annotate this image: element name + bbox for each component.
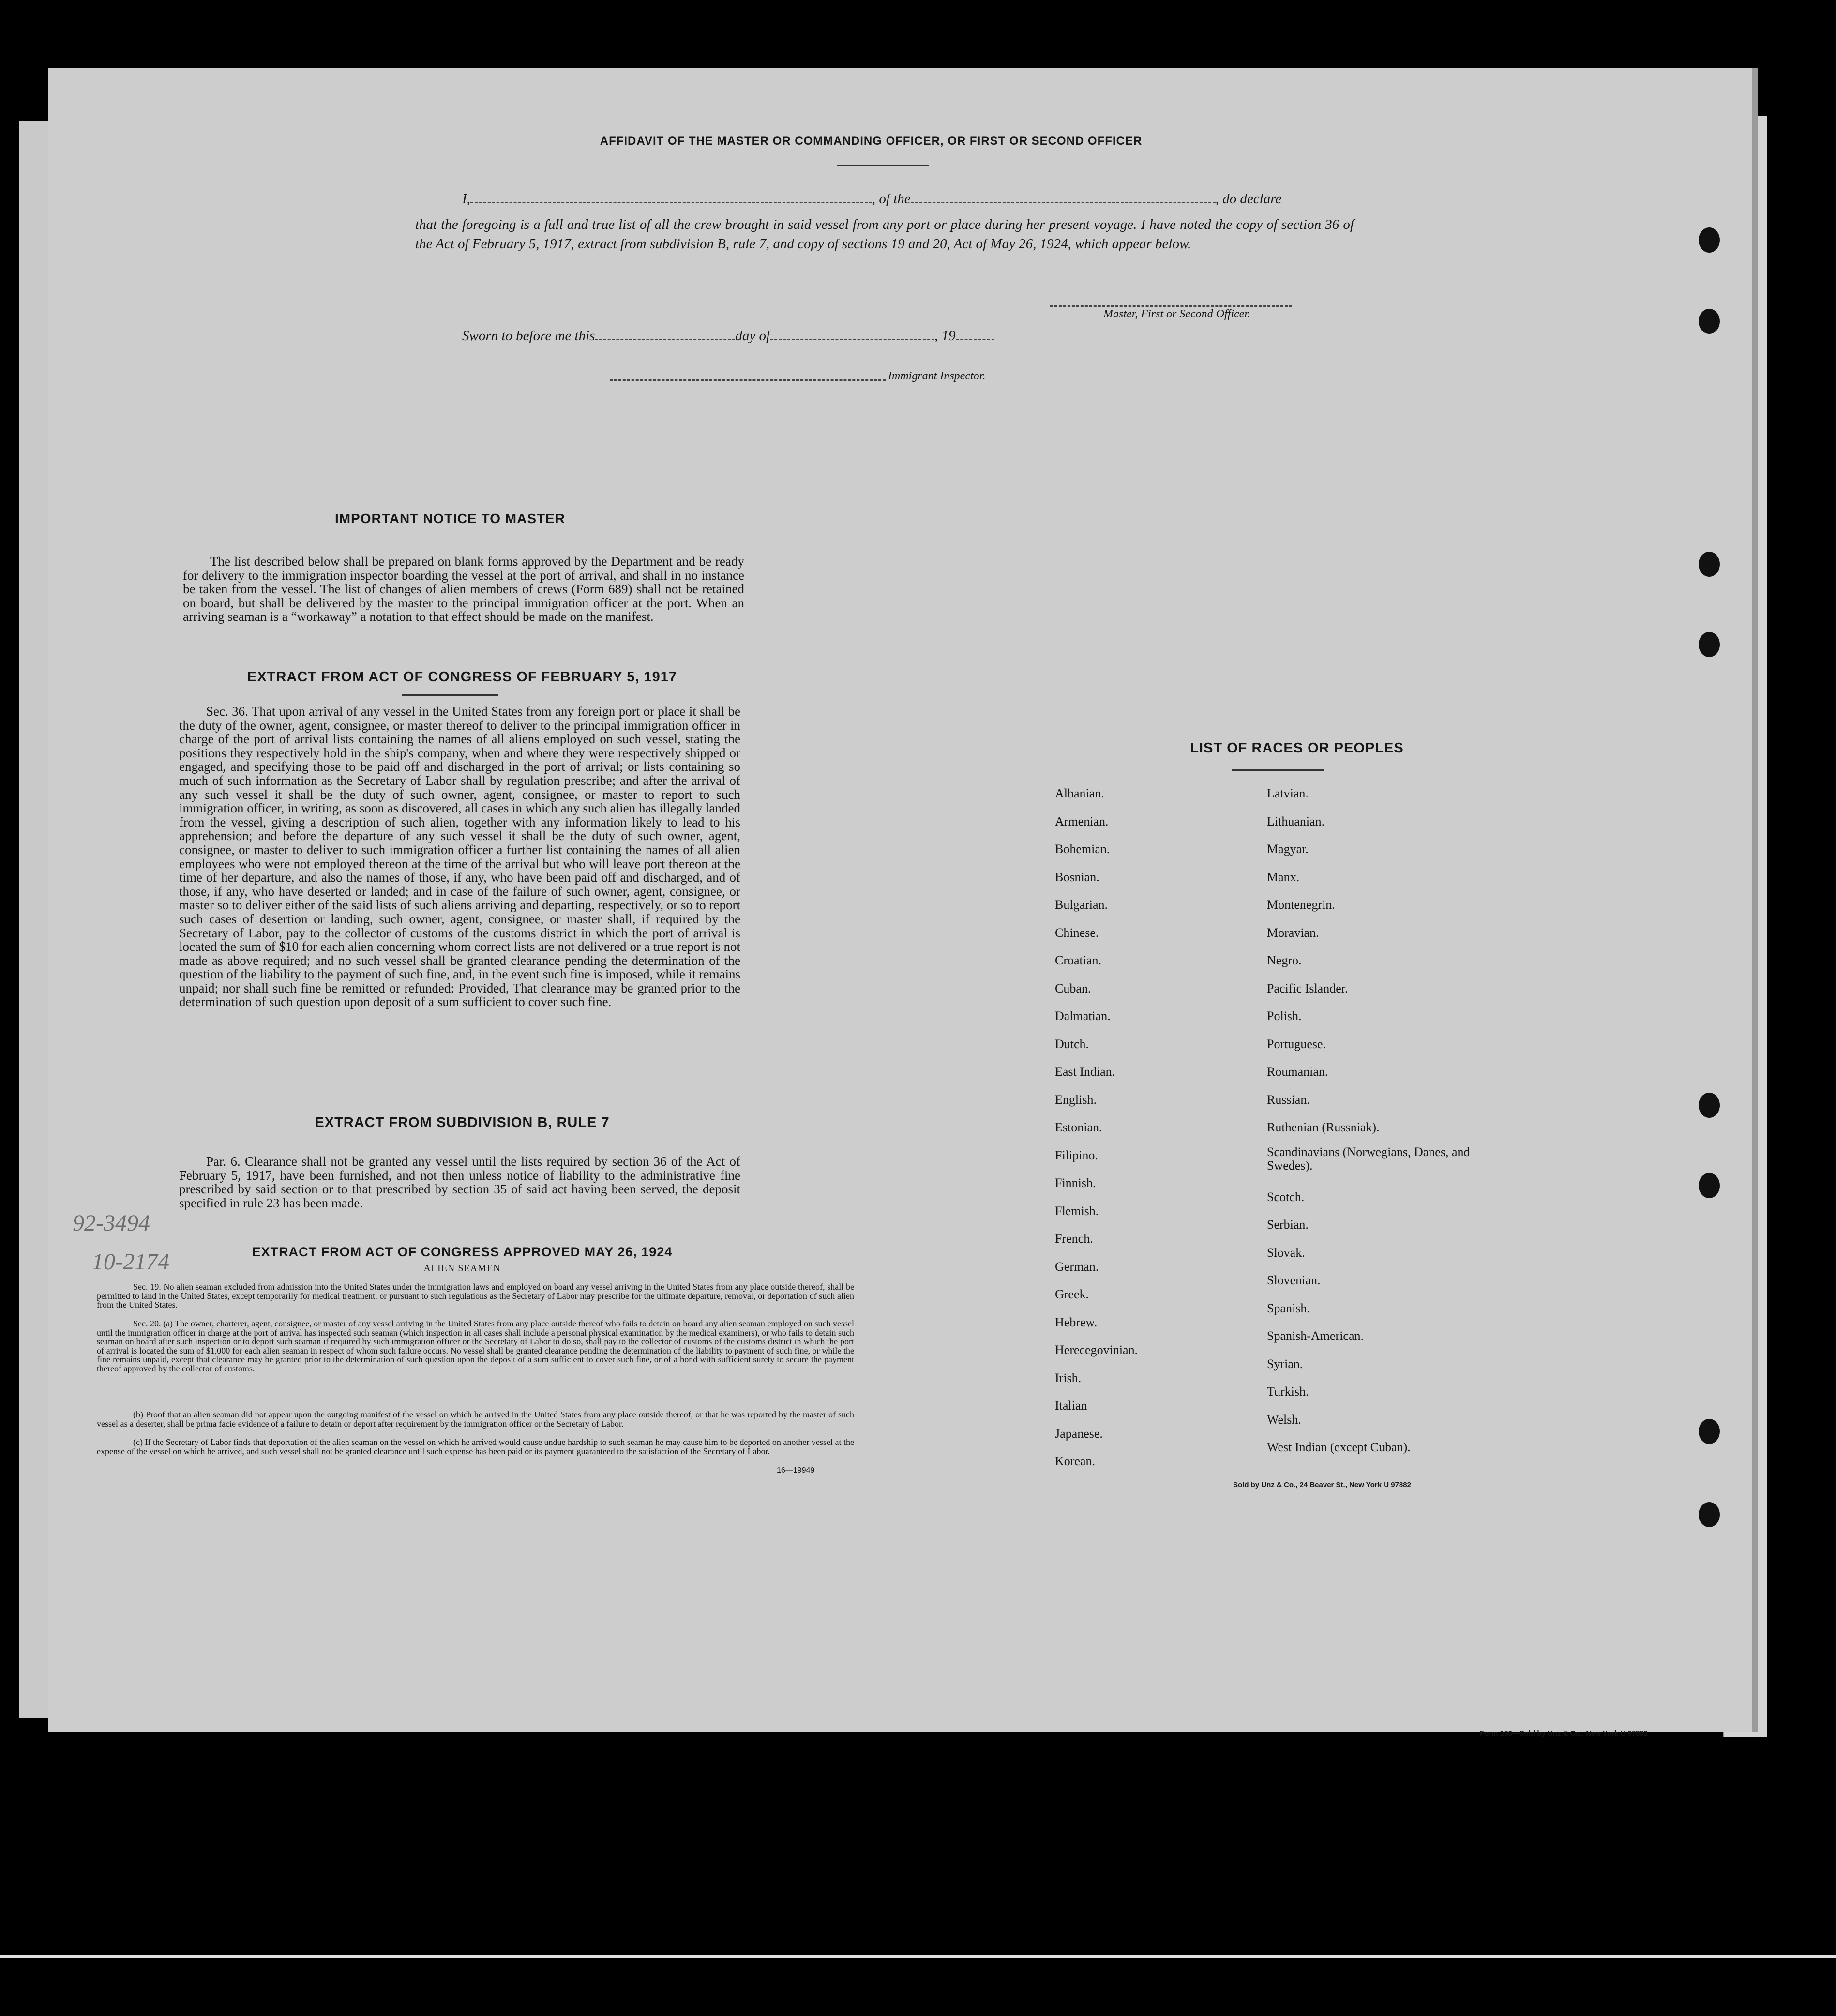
race-item: East Indian.: [1055, 1065, 1115, 1079]
race-item: Bosnian.: [1055, 870, 1099, 884]
race-item: Manx.: [1267, 870, 1300, 884]
binder-hole: [1699, 632, 1720, 657]
races-right-column: [1267, 780, 1470, 1461]
title-underline: [837, 165, 929, 166]
race-item: Scandinavians (Norwegians, Danes, and Swedes).: [1267, 1144, 1470, 1173]
year-prefix: , 19: [934, 328, 956, 344]
notice-text: The list described below shall be prepared on blank forms approved by the Department and be ready for delivery to the immigration inspector boarding the vessel at the port of arrival, and shall in no instance be taken from the vessel. The list of changes of alien members of crews (Form 689) shall not be retained on board, but shall be delivered by the master to the principal immigration officer at the port. When an arriving seaman is a “workaway” a notation to that effect should be made on the manifest.: [183, 554, 744, 624]
race-item: Welsh.: [1267, 1412, 1301, 1427]
film-edge-line: [0, 1955, 1836, 1958]
race-item: Slovenian.: [1267, 1273, 1321, 1287]
signature-label: Master, First or Second Officer.: [1103, 308, 1250, 320]
print-code: 16—19949: [777, 1466, 815, 1474]
race-item: Dalmatian.: [1055, 1009, 1111, 1023]
sec-20b-text: (b) Proof that an alien seaman did not appear upon the outgoing manifest of the vessel on which he arrived in the United States from any place outside thereof, or that he was reported by the master of such vessel as a deserter, shall be prima facie evidence of a failure to detain or deport after requirement by the immigration officer or the Secretary of Labor.: [97, 1410, 854, 1429]
races-sold-by: Sold by Unz & Co., 24 Beaver St., New York U 97882: [1233, 1481, 1411, 1489]
race-item: Flemish.: [1055, 1204, 1099, 1218]
race-item: Pacific Islander.: [1267, 981, 1348, 995]
race-item: West Indian (except Cuban).: [1267, 1440, 1411, 1454]
race-item: Slovak.: [1267, 1245, 1305, 1260]
race-item: Spanish.: [1267, 1301, 1310, 1315]
race-item: Albanian.: [1055, 786, 1104, 800]
binder-hole: [1699, 552, 1720, 577]
day-blank[interactable]: [595, 338, 735, 340]
race-item: Greek.: [1055, 1287, 1089, 1301]
race-item: Syrian.: [1267, 1356, 1303, 1371]
race-item: Italian: [1055, 1399, 1087, 1413]
race-item: Montenegrin.: [1267, 898, 1335, 912]
race-item: Magyar.: [1267, 842, 1309, 856]
race-item: Finnish.: [1055, 1176, 1096, 1190]
vessel-prefix: , of the: [872, 191, 911, 207]
race-item: Filipino.: [1055, 1148, 1098, 1162]
race-item: Cuban.: [1055, 981, 1091, 995]
binder-hole: [1699, 1093, 1720, 1118]
sec-20a-text: Sec. 20. (a) The owner, charterer, agent, consignee, or master of any vessel arriving in the United States from any place outside thereof who fails to detain on board any alien seaman employed on such vessel until the immigration officer in charge at the port of arrival has inspected such seaman (which inspection in all cases shall include a personal physical examination by the medical examiners), or who fails to detain such seaman on board after such inspection or to deport such seaman if required by such immigration officer or the Secretary of Labor to do so, shall pay to the collector of customs of the customs district in which the port of arrival is located the sum of $1,000 for each alien seaman in respect of whom such failure occurs. No vessel shall be granted clearance pending the determination of the liability to payment of such fine, or while the fine remains unpaid, except that clearance may be granted prior to the determination of such question upon the deposit of a sum sufficient to cover such fine, or of a bond with sufficient surety to secure the payment thereof approved by the collector of customs.: [97, 1319, 854, 1373]
race-item: Herecegovinian.: [1055, 1343, 1138, 1357]
race-item: German.: [1055, 1259, 1099, 1274]
race-item: Ruthenian (Russniak).: [1267, 1120, 1380, 1134]
rule7-text: Par. 6. Clearance shall not be granted any vessel until the lists required by section 36 of the Act of February 5, 1917, have been furnished, and not then unless notice of liability to the administrative fine prescribed by said section or to that prescribed by section 35 of said act having been served, the deposit specified in rule 23 has been made.: [179, 1154, 740, 1210]
race-item: Latvian.: [1267, 786, 1309, 800]
race-item: English.: [1055, 1092, 1097, 1107]
alien-seamen-subtitle: ALIEN SEAMEN: [423, 1263, 501, 1274]
race-item: Dutch.: [1055, 1037, 1089, 1051]
declare-text: , do declare: [1215, 191, 1282, 207]
races-left-column: [1055, 780, 1258, 1475]
race-item: Scotch.: [1267, 1189, 1305, 1204]
affidavit-body: that the foregoing is a full and true list of all the crew brought in said vessel from any port or place during her present voyage. I have noted the copy of section 36 of the Act of February 5, 1917, extract from subdivision B, rule 7, and copy of sections 19 and 20, Act of May 26, 1924, which appear below.: [415, 217, 1354, 252]
race-item: Spanish-American.: [1267, 1329, 1364, 1343]
sec-20c-text: (c) If the Secretary of Labor finds that deportation of the alien seaman on the vessel on which he arrived would cause undue hardship to such seaman he may cause him to be deported on another vessel at the expense of the vessel on which he arrived, and such vessel shall not be granted clearance until such expense has been paid or its payment guaranteed to the satisfaction of the Secretary of Labor.: [97, 1437, 854, 1456]
vessel-name-blank[interactable]: [911, 201, 1216, 203]
race-item: French.: [1055, 1232, 1093, 1246]
sworn-prefix: Sworn to before me this: [462, 328, 595, 344]
race-item: Turkish.: [1267, 1384, 1309, 1399]
race-item: Lithuanian.: [1267, 814, 1325, 828]
sworn-line: [462, 328, 1091, 344]
race-item: Chinese.: [1055, 925, 1099, 940]
day-of-text: day of: [735, 328, 770, 344]
race-item: Bohemian.: [1055, 842, 1110, 856]
race-item: Polish.: [1267, 1009, 1302, 1023]
declarant-name-blank[interactable]: [470, 201, 872, 203]
race-item: Bulgarian.: [1055, 898, 1108, 912]
race-item: Irish.: [1055, 1370, 1082, 1385]
race-item: Moravian.: [1267, 925, 1319, 940]
extract-1917-text: Sec. 36. That upon arrival of any vessel in the United States from any foreign port or place it shall be the duty of the owner, agent, consignee, or master thereof to deliver to the principal immigration officer in charge of the port of arrival lists containing the names of all aliens employed on such vessel, stating the positions they respectively hold in the ship's company, when and where they were respectively shipped or engaged, and specifying those to be paid off and discharged in the port of arrival; or lists containing so much of such information as the Secretary of Labor shall by regulation prescribe; and after the arrival of any such vessel it shall be the duty of such owner, agent, consignee, or master to report to such immigration officer, in writing, as soon as discovered, all cases in which any such alien has illegally landed from the vessel, giving a description of such alien, together with any information likely to lead to his apprehension; and before the departure of any such vessel it shall be the duty of such owner, agent, consignee, or master to deliver to such immigration officer a further list containing the names of all alien employees who were not employed thereon at the time of the arrival but who will leave port thereon at the time of her departure, and also the names of those, if any, who have been paid off and discharged, and of those, if any, who have deserted or landed; and in case of the failure of such owner, agent, consignee, or master so to deliver either of the said lists of such aliens arriving and departing, respectively, or so to report such cases of desertion or landing, such owner, agent, consignee, or master shall, if required by the Secretary of Labor, pay to the collector of customs of the customs district in which the port of arrival is located the sum of $10 for each alien concerning whom correct lists are not delivered or a true report is not made as above required; and no such vessel shall be granted clearance pending the determination of the question of the liability to the payment of such fine, and, in the event such fine is imposed, while it remains unpaid; nor shall such fine be remitted or refunded: Provided, That clearance may be granted prior to the determination of such question upon deposit of a sum sufficient to cover such fine.: [179, 704, 740, 1009]
month-blank[interactable]: [770, 338, 934, 340]
race-item: Estonian.: [1055, 1120, 1102, 1134]
sheet-edge-shadow: [1752, 68, 1758, 1732]
master-signature-blank[interactable]: [1050, 305, 1292, 307]
races-title: LIST OF RACES OR PEOPLES: [1190, 740, 1404, 756]
extract-1917-underline: [402, 694, 498, 696]
year-blank[interactable]: [956, 338, 994, 340]
race-item: Japanese.: [1055, 1426, 1103, 1441]
race-item: Roumanian.: [1267, 1065, 1328, 1079]
binder-hole: [1699, 1502, 1720, 1527]
rule7-title: EXTRACT FROM SUBDIVISION B, RULE 7: [315, 1115, 610, 1130]
binder-hole: [1699, 309, 1720, 334]
race-item: Armenian.: [1055, 814, 1109, 828]
race-item: Serbian.: [1267, 1218, 1309, 1232]
race-item: Korean.: [1055, 1454, 1096, 1468]
extract-1924-title: EXTRACT FROM ACT OF CONGRESS APPROVED MAY 26, 1924: [252, 1245, 673, 1259]
affidavit-line-1: [462, 191, 1357, 207]
race-item: Croatian.: [1055, 953, 1102, 967]
sec-19-text: Sec. 19. No alien seaman excluded from admission into the United States under the immigration laws and employed on board any vessel arriving in the United States from any place outside thereof, shall be permitted to land in the United States, except temporarily for medical treatment, or pursuant to such regulations as the Secretary of Labor may prescribe for the ultimate departure, removal, or deportation of such alien from the United States.: [97, 1282, 854, 1309]
declarant-prefix: I,: [462, 191, 470, 207]
binder-hole: [1699, 1419, 1720, 1444]
binder-hole: [1699, 1173, 1720, 1198]
form-footer: Form 136—Sold by Unz & Co., New York U 97882: [1480, 1730, 1648, 1738]
handwritten-note: 10-2174: [92, 1249, 169, 1275]
affidavit-title: AFFIDAVIT OF THE MASTER OR COMMANDING OFFICER, OR FIRST OR SECOND OFFICER: [600, 135, 1143, 148]
handwritten-note: 92-3494: [73, 1210, 150, 1236]
inspector-label: Immigrant Inspector.: [888, 370, 986, 382]
race-item: Russian.: [1267, 1092, 1310, 1107]
races-underline: [1232, 769, 1324, 771]
binder-hole: [1699, 227, 1720, 253]
notice-title: IMPORTANT NOTICE TO MASTER: [334, 511, 566, 526]
race-item: Negro.: [1267, 953, 1302, 967]
race-item: Portuguese.: [1267, 1037, 1326, 1051]
race-item: Hebrew.: [1055, 1315, 1098, 1329]
extract-1917-title: EXTRACT FROM ACT OF CONGRESS OF FEBRUARY 5, 1917: [247, 669, 677, 685]
inspector-signature-blank[interactable]: [610, 379, 886, 381]
